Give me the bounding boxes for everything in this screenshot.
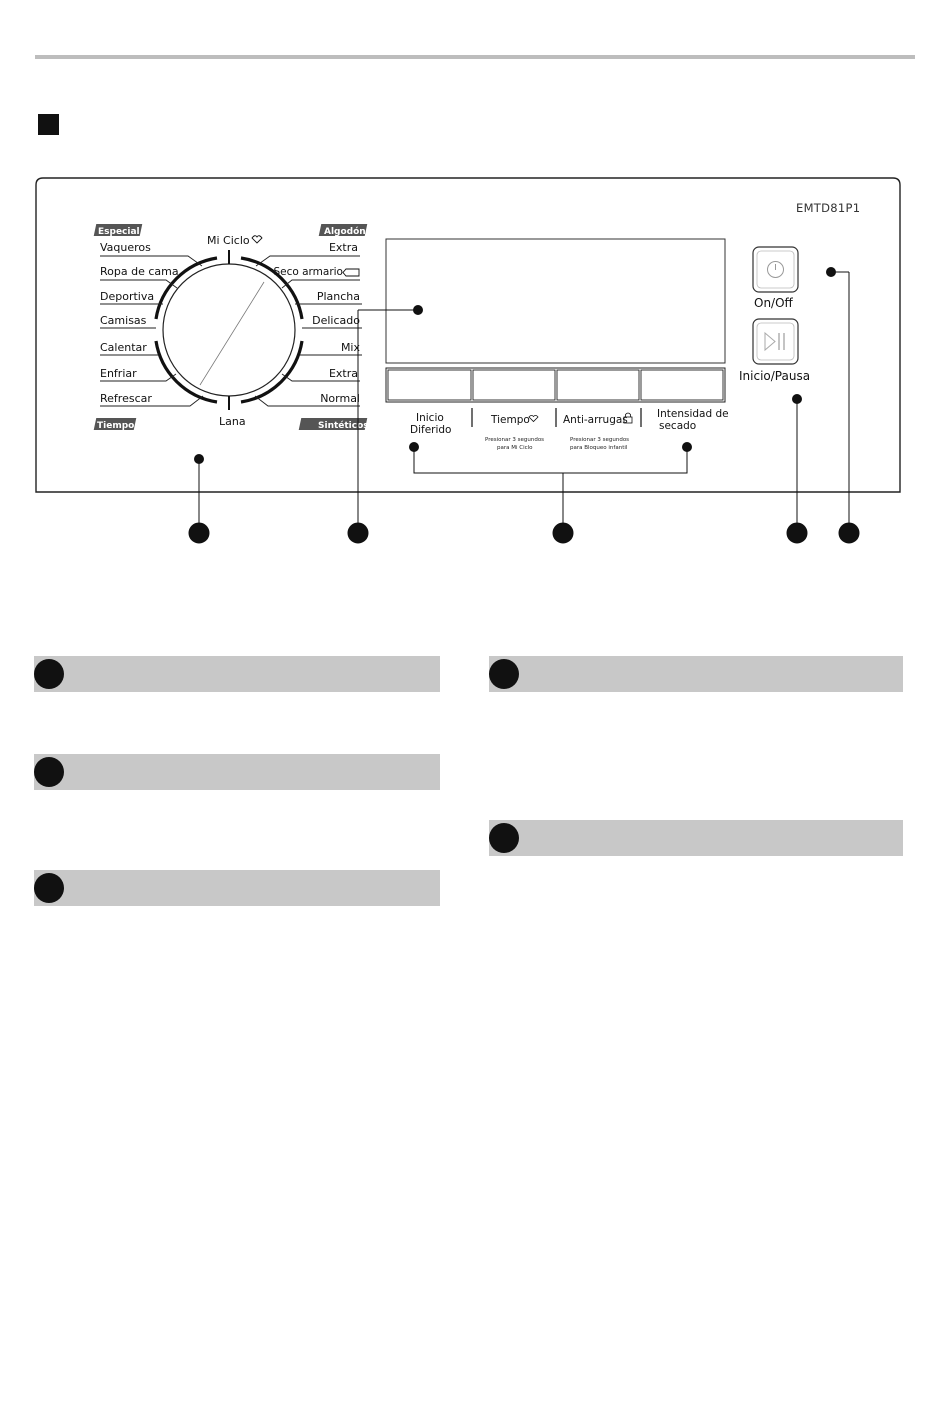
program-mix: Mix bbox=[340, 341, 360, 354]
program-camisas: Camisas bbox=[100, 314, 147, 327]
program-vaqueros: Vaqueros bbox=[100, 241, 151, 254]
heart-icon bbox=[252, 236, 262, 243]
button-note-tiempo-1: Presionar 3 segundos bbox=[485, 437, 545, 443]
button-label-secado: secado bbox=[659, 420, 697, 432]
button-note-anti-2: para Bloqueo infantil bbox=[570, 445, 628, 451]
button-label-anti-arrugas: Anti-arrugas bbox=[563, 414, 628, 426]
section-bar-left-1 bbox=[34, 656, 440, 692]
section-bar-right-2 bbox=[489, 820, 903, 856]
tag-especial: Especial bbox=[98, 227, 140, 237]
section-number-dot bbox=[489, 823, 519, 853]
button-label-tiempo: Tiempo bbox=[491, 414, 530, 426]
anti-crease-button[interactable] bbox=[557, 370, 639, 400]
start-pause-label: Inicio/Pausa bbox=[739, 369, 811, 383]
program-enfriar: Enfriar bbox=[100, 367, 137, 380]
button-note-anti-1: Presionar 3 segundos bbox=[570, 437, 630, 443]
time-button[interactable] bbox=[473, 370, 555, 400]
power-button[interactable] bbox=[753, 247, 798, 292]
section-number-dot bbox=[489, 659, 519, 689]
tag-sinteticos: Sintéticos bbox=[318, 421, 369, 431]
program-seco-armario: Seco armario bbox=[273, 266, 343, 278]
dial-knob bbox=[163, 264, 295, 396]
program-deportiva: Deportiva bbox=[100, 290, 155, 303]
model-number: EMTD81P1 bbox=[796, 201, 861, 215]
section-bar-left-2 bbox=[34, 754, 440, 790]
program-ropa-de-cama: Ropa de cama bbox=[100, 265, 179, 278]
start-pause-button[interactable] bbox=[753, 319, 798, 364]
section-bar-left-3 bbox=[34, 870, 440, 906]
display-screen bbox=[386, 239, 725, 363]
section-number-dot bbox=[34, 757, 64, 787]
power-label: On/Off bbox=[754, 296, 793, 310]
tag-tiempo: Tiempo bbox=[97, 421, 135, 431]
program-extra-sinteticos: Extra bbox=[328, 367, 358, 380]
section-number-dot bbox=[34, 659, 64, 689]
program-delicado: Delicado bbox=[312, 314, 360, 327]
function-buttons bbox=[386, 368, 725, 402]
program-refrescar: Refrescar bbox=[100, 392, 152, 405]
button-label-diferido: Diferido bbox=[410, 424, 452, 436]
program-extra-algodon: Extra bbox=[328, 241, 358, 254]
heart-icon bbox=[529, 415, 538, 421]
program-calentar: Calentar bbox=[100, 341, 147, 354]
tag-algodon: Algodón bbox=[324, 227, 366, 237]
delay-start-button[interactable] bbox=[388, 370, 471, 400]
button-label-intensidad: Intensidad de bbox=[657, 408, 729, 420]
section-number-dot bbox=[34, 873, 64, 903]
button-label-inicio: Inicio bbox=[416, 412, 444, 424]
dial-label-mi-ciclo: Mi Ciclo bbox=[207, 234, 250, 247]
hanger-tag-icon bbox=[343, 269, 359, 276]
control-panel-diagram bbox=[0, 0, 950, 560]
program-normal: Normal bbox=[320, 392, 360, 405]
dial-label-lana: Lana bbox=[219, 415, 246, 428]
program-plancha: Plancha bbox=[316, 290, 360, 303]
dry-intensity-button[interactable] bbox=[641, 370, 723, 400]
button-note-tiempo-2: para Mi Ciclo bbox=[497, 445, 533, 451]
section-bar-right-1 bbox=[489, 656, 903, 692]
